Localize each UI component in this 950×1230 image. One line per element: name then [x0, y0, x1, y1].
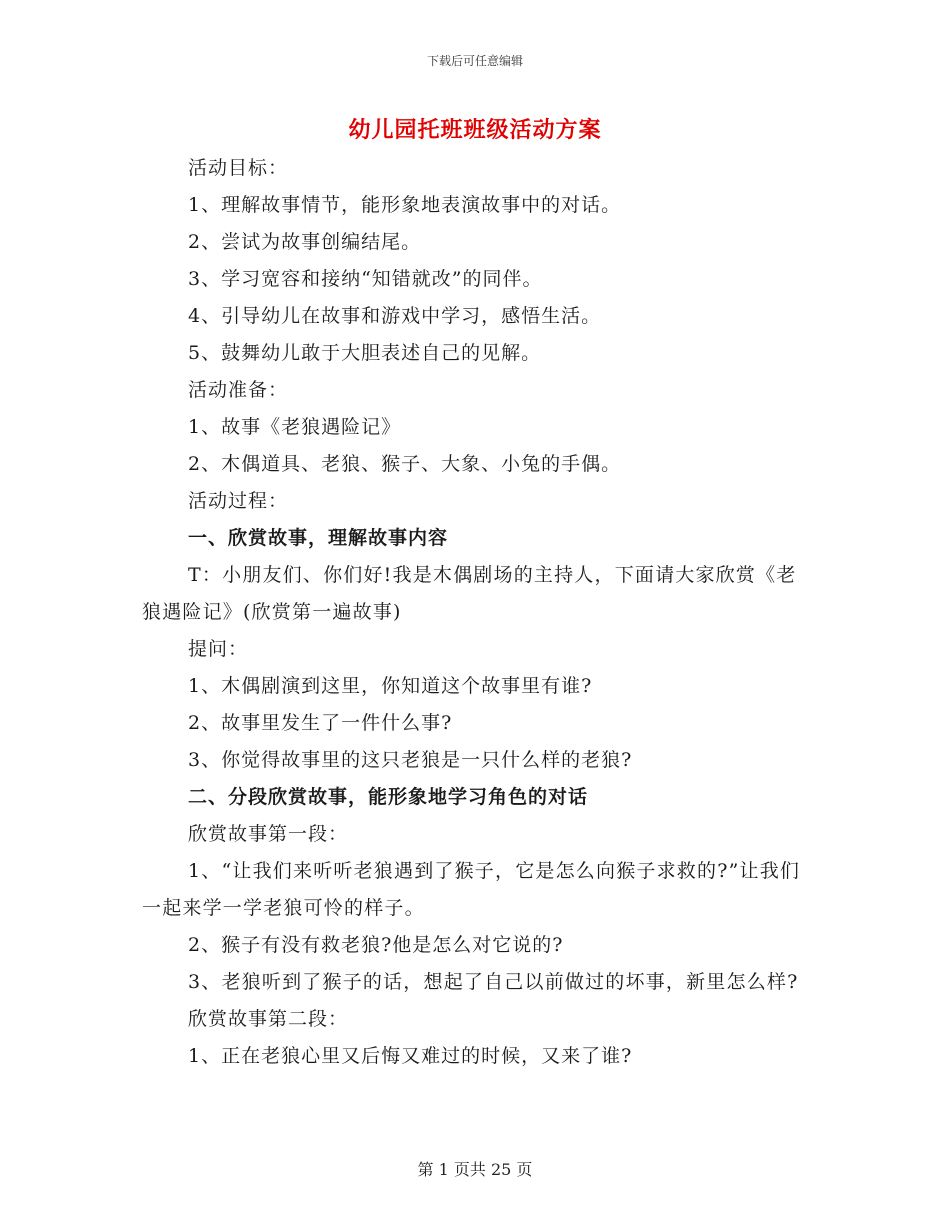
question-item-1: 1、木偶剧演到这里，你知道这个故事里有谁?	[188, 675, 593, 697]
goal-item-3: 3、学习宽容和接纳“知错就改”的同伴。	[188, 268, 543, 290]
prep-item-2: 2、木偶道具、老狼、猴子、大象、小兔的手偶。	[188, 453, 622, 475]
goal-item-2: 2、尝试为故事创编结尾。	[188, 231, 422, 253]
story-part-1-label: 欣赏故事第一段：	[188, 823, 349, 845]
section-heading-process: 活动过程：	[188, 490, 289, 512]
part1-question-3: 3、老狼听到了猴子的话，想起了自己以前做过的坏事，新里怎么样?	[188, 971, 799, 993]
section-heading-preparation: 活动准备：	[188, 379, 289, 401]
part1-question-1: 1、“让我们来听听老狼遇到了猴子，它是怎么向猴子求救的?”让我们一起来学一学老狼可怜的样子。	[142, 860, 801, 919]
question-item-3: 3、你觉得故事里的这只老狼是一只什么样的老狼?	[188, 749, 633, 771]
header-note: 下载后可任意编辑	[426, 54, 523, 68]
goal-item-5: 5、鼓舞幼儿敢于大胆表述自己的见解。	[188, 342, 542, 364]
story-part-2-label: 欣赏故事第二段：	[188, 1008, 349, 1030]
process-step-1-heading: 一、欣赏故事，理解故事内容	[188, 527, 449, 549]
prep-item-1: 1、故事《老狼遇险记》	[188, 416, 402, 438]
document-title: 幼儿园托班班级活动方案	[348, 117, 602, 143]
goal-item-4: 4、引导幼儿在故事和游戏中学习，感悟生活。	[188, 305, 602, 327]
teacher-intro-paragraph: T：小朋友们、你们好!我是木偶剧场的主持人，下面请大家欣赏《老狼遇险记》(欣赏第一遍故事)	[142, 564, 797, 623]
goal-item-1: 1、理解故事情节，能形象地表演故事中的对话。	[188, 194, 622, 216]
questions-label: 提问：	[188, 638, 249, 660]
document-body	[142, 150, 812, 1075]
part1-question-2: 2、猴子有没有救老狼?他是怎么对它说的?	[188, 934, 564, 956]
section-heading-goals: 活动目标：	[188, 157, 289, 179]
page-footer: 第 1 页共 25 页	[417, 1160, 533, 1179]
process-step-2-heading: 二、分段欣赏故事，能形象地学习角色的对话	[188, 786, 589, 808]
question-item-2: 2、故事里发生了一件什么事?	[188, 712, 453, 734]
part2-question-1: 1、正在老狼心里又后悔又难过的时候，又来了谁?	[188, 1045, 633, 1067]
